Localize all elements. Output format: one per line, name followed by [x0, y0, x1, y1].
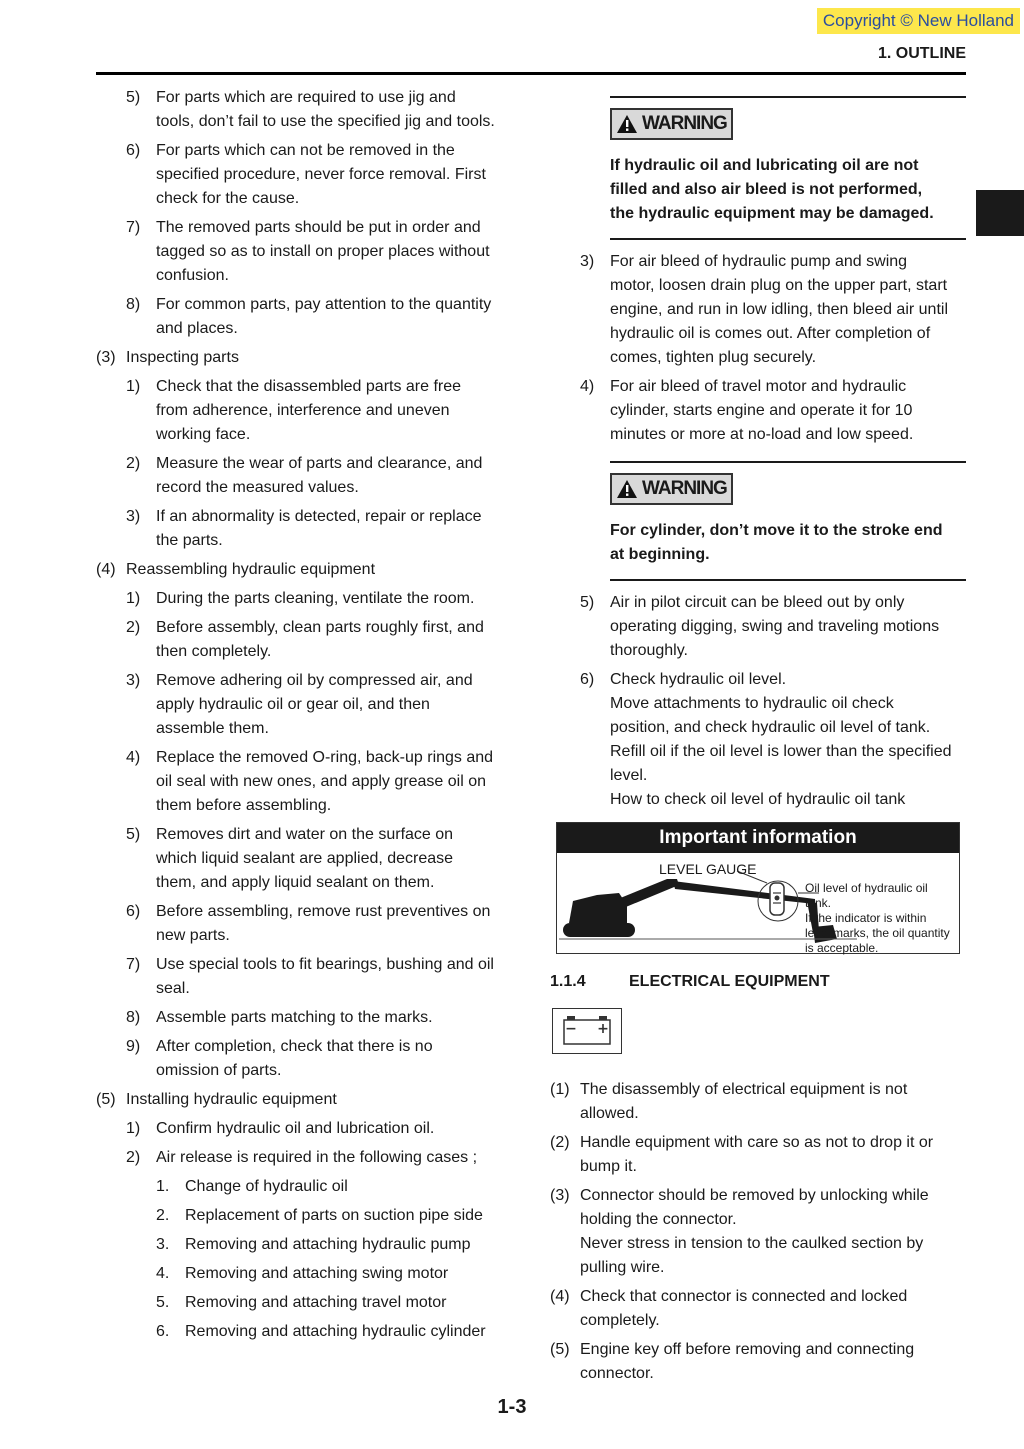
section-heading-3: (3) Inspecting parts — [96, 349, 239, 366]
list-item: 5) For parts which are required to use jig and tools, don’t fail to use the specified jig and tools. — [126, 89, 495, 130]
warning-badge: WARNING — [610, 108, 733, 140]
list-item: (2) Handle equipment with care so as not to drop it or bump it. — [550, 1134, 934, 1175]
important-info-box — [556, 822, 960, 954]
list-item: (3) Connector should be removed by unlocking while holding the connector. Never stress in tension to the caulked section by pulling wire. — [550, 1187, 929, 1276]
list-item: 5) Removes dirt and water on the surface on which liquid sealant are applied, decrease them, and apply liquid sealant on them. — [126, 826, 454, 891]
level-gauge-label: LEVEL GAUGE — [659, 861, 757, 877]
list-item: 3) Remove adhering oil by compressed air, and apply hydraulic oil or gear oil, and then assemble them. — [126, 672, 473, 737]
warning-text: For cylinder, don’t move it to the stroke end at beginning. — [610, 522, 943, 563]
oil-level-note: Oil level of hydraulic oil tank. If the indicator is within level marks, the oil quantity is acceptable. — [805, 881, 950, 955]
important-info-body — [557, 853, 959, 953]
chapter-tab — [976, 190, 1024, 236]
list-item: 2) Before assembly, clean parts roughly first, and then completely. — [126, 619, 484, 660]
case-item: 6. Removing and attaching hydraulic cylinder — [156, 1323, 486, 1340]
warning-triangle-icon — [616, 114, 638, 134]
warning-text: If hydraulic oil and lubricating oil are not filled and also air bleed is not performed, the hydraulic equipment may be damaged. — [610, 157, 934, 222]
case-item: 3. Removing and attaching hydraulic pump — [156, 1236, 471, 1253]
list-item: 1) Confirm hydraulic oil and lubrication oil. — [126, 1120, 435, 1137]
list-item: 5) Air in pilot circuit can be bleed out by only operating digging, swing and traveling motions thoroughly. — [580, 594, 940, 659]
battery-icon — [552, 1008, 966, 1062]
list-item: 6) Check hydraulic oil level. Move attachments to hydraulic oil check position, and check hydraulic oil level of tank. Refill oil if the oil level is lower than the specified level. How to check oil level of hydraulic oil tank — [580, 671, 952, 808]
warning-badge: WARNING — [610, 473, 733, 505]
warning-triangle-icon — [616, 479, 638, 499]
case-item: 4. Removing and attaching swing motor — [156, 1265, 449, 1282]
list-item: 2) Measure the wear of parts and clearance, and record the measured values. — [126, 455, 483, 496]
list-item: (1) The disassembly of electrical equipment is not allowed. — [550, 1081, 908, 1122]
list-item: (4) Check that connector is connected and locked completely. — [550, 1288, 908, 1329]
list-item: 4) For air bleed of travel motor and hydraulic cylinder, starts engine and operate it for 10 minutes or more at no-load and low speed. — [580, 378, 914, 443]
page-number: 1-3 — [497, 1396, 527, 1418]
list-item: 6) Before assembling, remove rust preventives on new parts. — [126, 903, 491, 944]
left-column — [96, 86, 516, 1349]
list-item: (5) Engine key off before removing and connecting connector. — [550, 1341, 915, 1382]
right-column — [550, 86, 966, 1391]
subsection-heading: 1.1.4 ELECTRICAL EQUIPMENT — [550, 973, 830, 990]
list-item: 7) Use special tools to fit bearings, bushing and oil seal. — [126, 956, 494, 997]
list-item: 1) During the parts cleaning, ventilate the room. — [126, 590, 475, 607]
section-heading: 1. OUTLINE — [877, 45, 966, 62]
case-item: 5. Removing and attaching travel motor — [156, 1294, 447, 1311]
warning-box-1 — [610, 96, 966, 240]
svg-text:+: + — [597, 1021, 609, 1037]
case-item: 2. Replacement of parts on suction pipe side — [156, 1207, 483, 1224]
list-item: 3) For air bleed of hydraulic pump and swing motor, loosen drain plug on the upper part, start engine, and run in low idling, then bleed air until hydraulic oil is comes out. After completion of comes, tighten plug securely. — [580, 253, 949, 366]
warning-box-2 — [610, 461, 966, 581]
list-item: 9) After completion, check that there is no omission of parts. — [126, 1038, 433, 1079]
list-item: 7) The removed parts should be put in order and tagged so as to install on proper places without confusion. — [126, 219, 490, 284]
list-item: 8) Assemble parts matching to the marks. — [126, 1009, 433, 1026]
header-rule — [96, 72, 966, 75]
list-item: 8) For common parts, pay attention to the quantity and places. — [126, 296, 492, 337]
list-item: 1) Check that the disassembled parts are free from adherence, interference and uneven working face. — [126, 378, 462, 443]
list-item: 6) For parts which can not be removed in the specified procedure, never force removal. First check for the cause. — [126, 142, 486, 207]
list-item: 4) Replace the removed O-ring, back-up rings and oil seal with new ones, and apply grease oil on them before assembling. — [126, 749, 494, 814]
copyright-badge: Copyright © New Holland — [817, 8, 1020, 34]
section-heading-5: (5) Installing hydraulic equipment — [96, 1091, 337, 1108]
list-item: 2) Air release is required in the following cases ; — [126, 1149, 478, 1166]
svg-text:−: − — [565, 1021, 577, 1037]
list-item: 3) If an abnormality is detected, repair or replace the parts. — [126, 508, 482, 549]
case-item: 1. Change of hydraulic oil — [156, 1178, 348, 1195]
important-info-title: Important information — [557, 823, 959, 853]
section-heading-4: (4) Reassembling hydraulic equipment — [96, 561, 376, 578]
